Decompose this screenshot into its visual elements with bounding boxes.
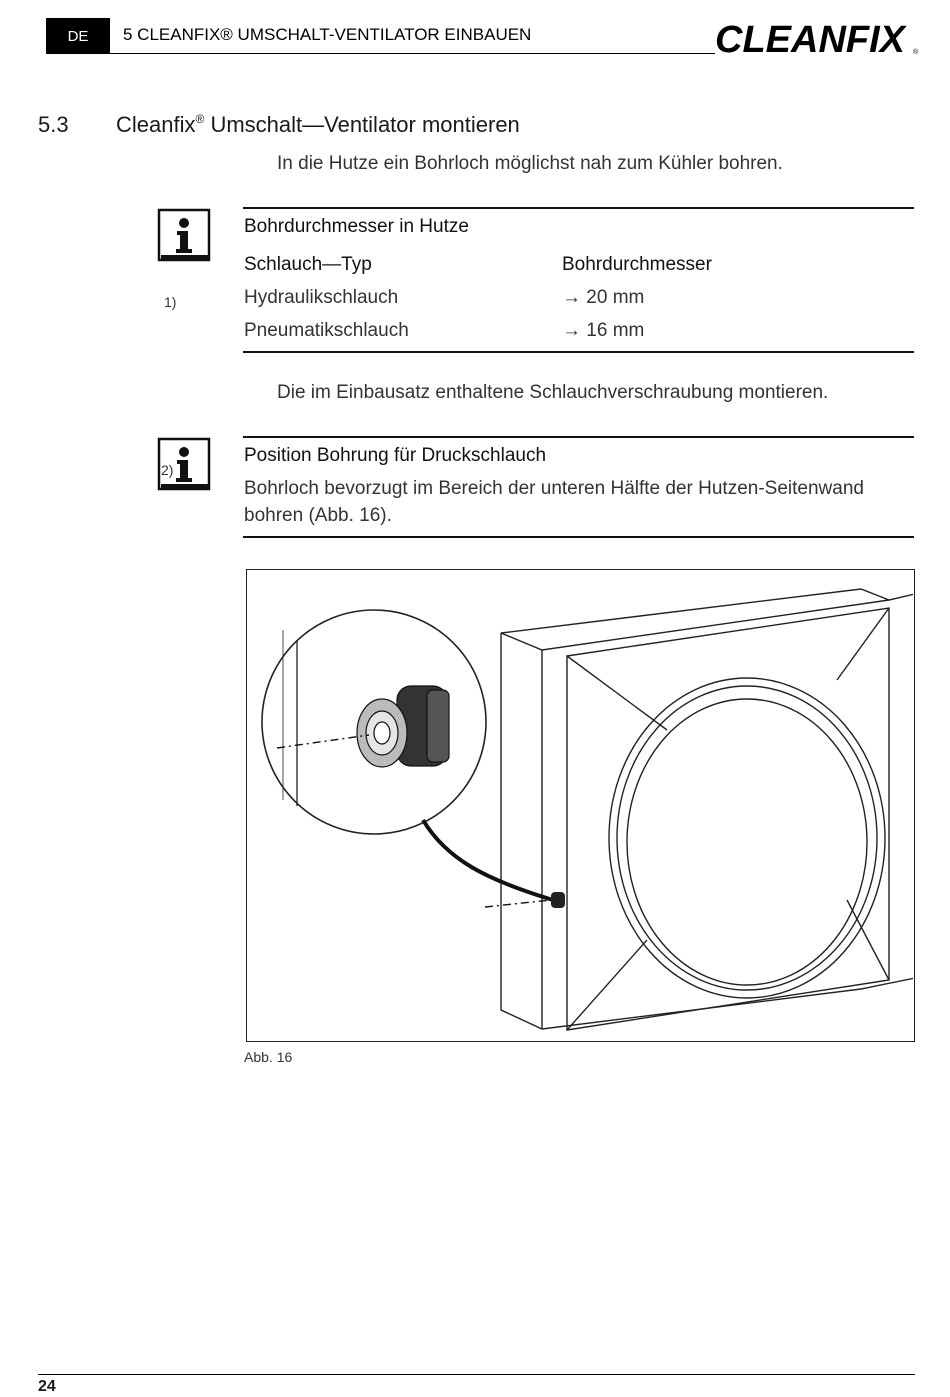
step-1-text: In die Hutze ein Bohrloch möglichst nah zum Kühler bohren. xyxy=(277,153,783,174)
section-title: Cleanfix® Umschalt—Ventilator montieren xyxy=(116,112,520,137)
table-cell: → 16 mm xyxy=(562,320,645,341)
footnote-1: 1) xyxy=(164,294,177,310)
info-2-text-line-2: bohren (Abb. 16). xyxy=(244,505,392,526)
info-1-title: Bohrdurchmesser in Hutze xyxy=(244,216,469,237)
info-2-bottom-rule xyxy=(243,536,914,538)
info-icon xyxy=(157,208,211,262)
table-cell: Pneumatikschlauch xyxy=(244,320,409,341)
figure-caption: Abb. 16 xyxy=(244,1049,293,1065)
info-1-bottom-rule xyxy=(243,351,914,353)
header-divider xyxy=(110,53,715,54)
chapter-title: 5 CLEANFIX® UMSCHALT-VENTILATOR EINBAUEN xyxy=(123,25,532,44)
logo-text: CLEANFIX xyxy=(715,19,905,61)
info-2-text-line-1: Bohrloch bevorzugt im Bereich der unteren Hälfte der Hutzen-Seitenwand xyxy=(244,478,864,499)
cleanfix-logo xyxy=(713,14,923,64)
info-2-title: Position Bohrung für Druckschlauch xyxy=(244,445,547,466)
footer-divider xyxy=(38,1374,915,1375)
section-number: 5.3 xyxy=(38,112,69,137)
language-tab: DE xyxy=(46,18,110,54)
table-cell: → 20 mm xyxy=(562,287,645,308)
table-header-hose-type: Schlauch—Typ xyxy=(244,254,372,275)
figure-frame xyxy=(246,569,915,1042)
info-2-top-rule xyxy=(243,436,914,438)
step-2-text: Die im Einbausatz enthaltene Schlauchverschraubung montieren. xyxy=(277,382,829,403)
page-number: 24 xyxy=(38,1378,56,1395)
footnote-2: 2) xyxy=(161,462,174,478)
table-header-drill-diameter: Bohrdurchmesser xyxy=(562,254,712,275)
table-cell: Hydraulikschlauch xyxy=(244,287,399,308)
fan-mounting-illustration xyxy=(247,570,913,1040)
svg-text:®: ® xyxy=(913,49,919,56)
info-1-top-rule xyxy=(243,207,914,209)
